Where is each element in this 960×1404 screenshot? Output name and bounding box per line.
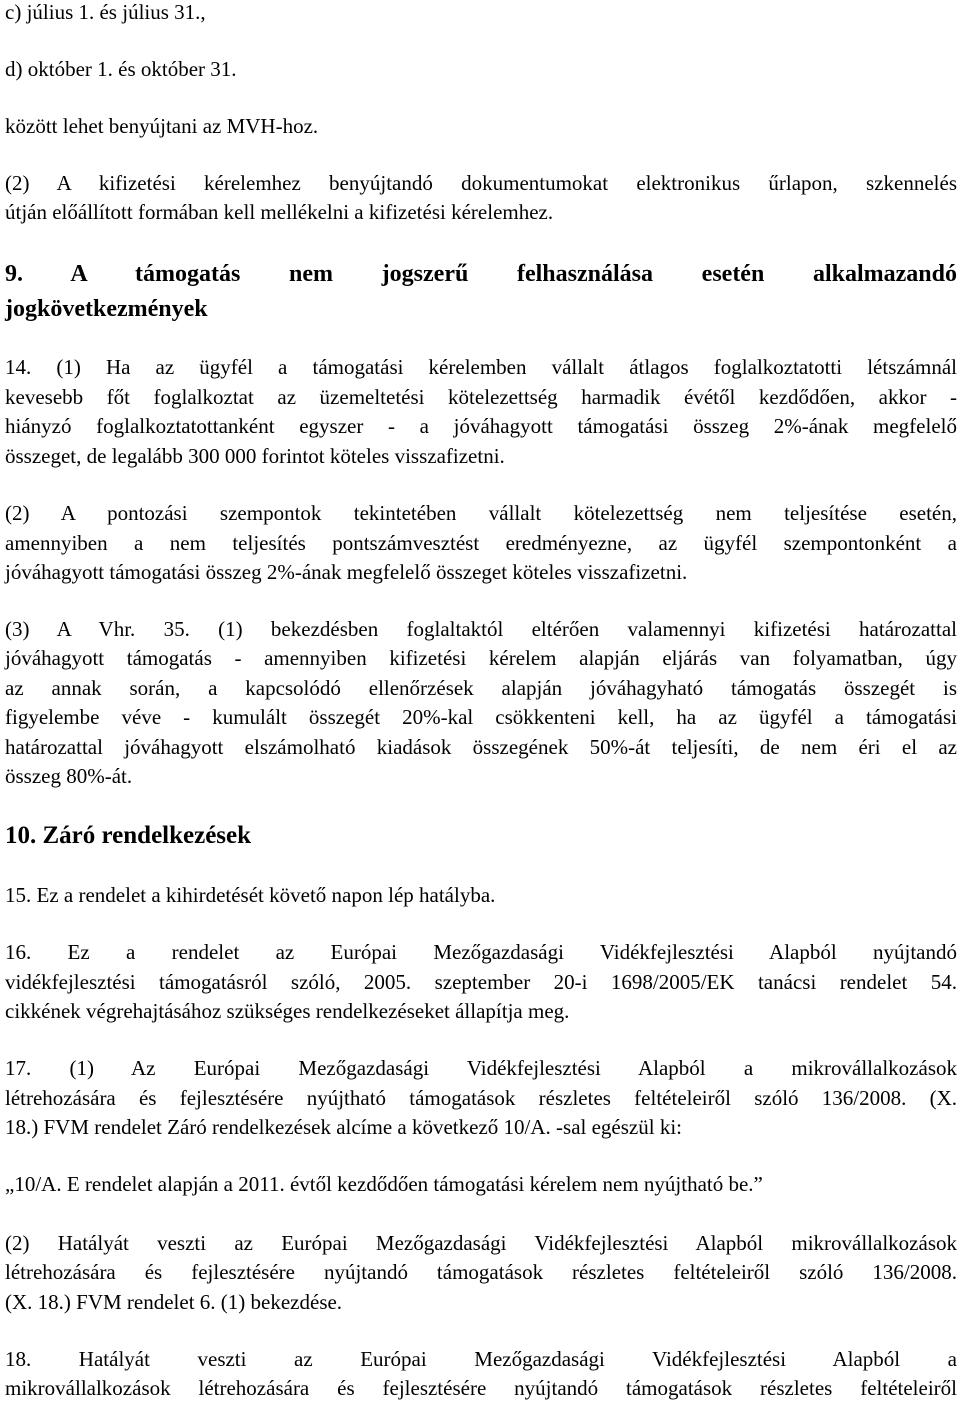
paragraph-line: határozattal jóváhagyott elszámolható kiadások összegének 50%-át teljesíti, de nem éri el az bbox=[5, 735, 957, 759]
paragraph-line: figyelembe véve - kumulált összegét 20%-kal csökkenteni kell, ha az ügyfél a támogatási bbox=[5, 705, 957, 729]
paragraph-line: összeget, de legalább 300 000 forintot köteles visszafizetni. bbox=[5, 444, 505, 468]
paragraph-line: 17. (1) Az Európai Mezőgazdasági Vidékfejlesztési Alapból a mikrovállalkozások bbox=[5, 1056, 957, 1080]
paragraph-line: 18. Hatályát veszti az Európai Mezőgazdasági Vidékfejlesztési Alapból a bbox=[5, 1347, 957, 1371]
paragraph-line: útján előállított formában kell mellékelni a kifizetési kérelemhez. bbox=[5, 200, 554, 224]
paragraph-line: összeg 80%-át. bbox=[5, 764, 133, 788]
paragraph-line: hiányzó foglalkoztatottanként egyszer - a jóváhagyott támogatási összeg 2%-ának megfelelő bbox=[5, 414, 957, 438]
paragraph-line: 16. Ez a rendelet az Európai Mezőgazdasági Vidékfejlesztési Alapból nyújtandó bbox=[5, 940, 957, 964]
paragraph-line: cikkének végrehajtásához szükséges rendelkezéseket állapítja meg. bbox=[5, 999, 570, 1023]
paragraph-line: létrehozására és fejlesztésére nyújtható támogatások részletes feltételeiről szóló 136/2008. (X. bbox=[5, 1086, 957, 1110]
list-item-d: d) október 1. és október 31. bbox=[5, 57, 237, 81]
paragraph-line: (2) Hatályát veszti az Európai Mezőgazdasági Vidékfejlesztési Alapból mikrovállalkozások bbox=[5, 1231, 957, 1255]
section-9-title-cont: jogkövetkezmények bbox=[5, 296, 208, 322]
submit-line: között lehet benyújtani az MVH-hoz. bbox=[5, 114, 319, 138]
paragraph-line: (X. 18.) FVM rendelet 6. (1) bekezdése. bbox=[5, 1290, 343, 1314]
section-10-title: 10. Záró rendelkezések bbox=[5, 822, 252, 849]
section-9-title: 9. A támogatás nem jogszerű felhasználása esetén alkalmazandó bbox=[5, 261, 957, 287]
paragraph-line: létrehozására és fejlesztésére nyújtandó támogatások részletes feltételeiről szóló 136/2008. bbox=[5, 1260, 957, 1284]
paragraph-line: jóváhagyott támogatás - amennyiben kifizetési kérelem alapján eljárás van folyamatban, úgy bbox=[5, 646, 957, 670]
paragraph-line: jóváhagyott támogatási összeg 2%-ának megfelelő összeget köteles visszafizetni. bbox=[5, 560, 688, 584]
list-item-c: c) július 1. és július 31., bbox=[5, 0, 206, 24]
paragraph-line: vidékfejlesztési támogatásról szóló, 2005. szeptember 20-i 1698/2005/EK tanácsi rendelet 54. bbox=[5, 970, 957, 994]
paragraph-line: 14. (1) Ha az ügyfél a támogatási kérelemben vállalt átlagos foglalkoztatotti létszámnál bbox=[5, 355, 957, 379]
paragraph-line: mikrovállalkozások létrehozására és fejlesztésére nyújtandó támogatások részletes feltételeiről bbox=[5, 1376, 957, 1400]
quoted-paragraph: „10/A. E rendelet alapján a 2011. évtől kezdődően támogatási kérelem nem nyújtható be.” bbox=[5, 1172, 763, 1196]
paragraph-line: (3) A Vhr. 35. (1) bekezdésben foglaltaktól eltérően valamennyi kifizetési határozattal bbox=[5, 617, 957, 641]
paragraph-line: 18.) FVM rendelet Záró rendelkezések alcíme a következő 10/A. -sal egészül ki: bbox=[5, 1115, 682, 1139]
paragraph-line: 15. Ez a rendelet a kihirdetését követő napon lép hatályba. bbox=[5, 883, 496, 907]
paragraph-line: (2) A kifizetési kérelemhez benyújtandó dokumentumokat elektronikus űrlapon, szkennelés bbox=[5, 171, 957, 195]
paragraph-line: amennyiben a nem teljesítés pontszámvesztést eredményezne, az ügyfél szempontonként a bbox=[5, 531, 957, 555]
paragraph-line: (2) A pontozási szempontok tekintetében vállalt kötelezettség nem teljesítése esetén, bbox=[5, 501, 957, 525]
paragraph-line: az annak során, a kapcsolódó ellenőrzések alapján jóváhagyható támogatás összegét is bbox=[5, 676, 957, 700]
paragraph-line: kevesebb főt foglalkoztat az üzemeltetési kötelezettség harmadik évétől kezdődően, akkor - bbox=[5, 385, 957, 409]
